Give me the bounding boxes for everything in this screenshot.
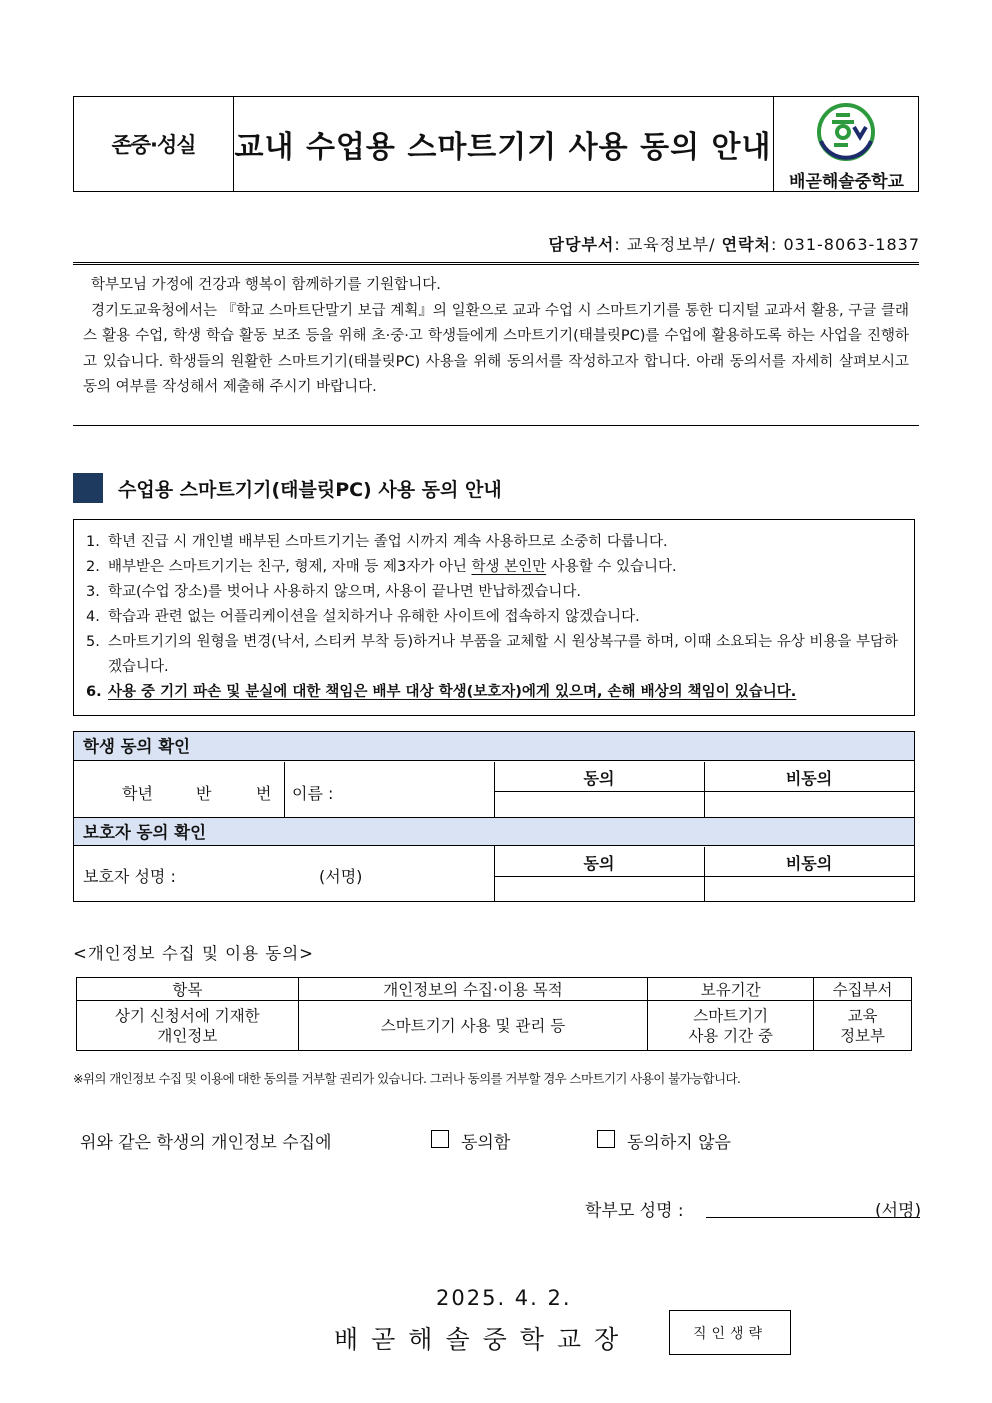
parent-sign-mark: (서명) (875, 1201, 922, 1221)
student-disagree-header: 비동의 (785, 769, 833, 788)
phone-label: 연락처 (721, 235, 771, 254)
privacy-col-period: 보유기간 (648, 978, 814, 1001)
privacy-col-dept: 수집부서 (814, 978, 912, 1001)
phone-value: 031-8063-1837 (783, 235, 920, 254)
guardian-consent-header: 보호자 동의 확인 (74, 817, 914, 846)
section-title: 수업용 스마트기기(태블릿PC) 사용 동의 안내 (118, 479, 502, 501)
disagree-checkbox[interactable] (597, 1130, 615, 1148)
document-title: 교내 수업용 스마트기기 사용 동의 안내 (234, 130, 772, 165)
student-agree-header: 동의 (583, 769, 615, 788)
consent-table (73, 731, 915, 902)
student-consent-header: 학생 동의 확인 (74, 732, 914, 761)
privacy-col-item: 항목 (77, 978, 299, 1001)
rule-item: 5. 스마트기기의 원형을 변경(낙서, 스티커 부착 등)하거나 부품을 교체할 시 원상복구를 하며, 이때 소요되는 유상 비용을 부담하겠습니다. (86, 634, 899, 675)
intro-text (73, 262, 919, 426)
school-logo-cell (773, 97, 919, 191)
guardian-sign-mark: (서명) (319, 867, 363, 886)
privacy-title: <개인정보 수집 및 이용 동의> (73, 944, 314, 963)
class-label: 반 (196, 784, 212, 803)
agree-checkbox-label: 동의함 (461, 1133, 511, 1153)
student-name-label: 이름 : (292, 784, 334, 803)
school-motto: 존중·성실 (74, 97, 234, 191)
intro-body: 경기도교육청에서는 『학교 스마트단말기 보급 계획』의 일환으로 교과 수업 시 스마트기기를 통한 디지털 교과서 활용, 구글 클래스 활용 수업, 학생 학습 활동 보조 등을 위해 초·중·고 학생들에게 스마트기기(태블릿PC)를 수업에 활용하도록 하는 사업을 진행하고 있습니다. 학생들의 원활한 스마트기기(태블릿PC) 사용을 위해 동의서를 작성하고자 합니다. 아래 동의서를 자세히 살펴보시고 동의 여부를 작성해서 제출해 주시기 바랍니다. (83, 302, 909, 395)
rule-item-emphasis: 6. 사용 중 기기 파손 및 분실에 대한 책임은 배부 대상 학생(보호자)에게 있으며, 손해 배상의 책임이 있습니다. (86, 684, 797, 700)
principal-title: 배곧해솔중학교장 (334, 1325, 632, 1354)
table-row: 상기 신청서에 기재한 개인정보 스마트기기 사용 및 관리 등 스마트기기 사용 기간 중 교육 정보부 (77, 1001, 912, 1051)
document-header (73, 96, 919, 192)
privacy-note: ※위의 개인정보 수집 및 이용에 대한 동의를 거부할 권리가 있습니다. 그러나 동의를 거부할 경우 스마트기기 사용이 불가능합니다. (73, 1071, 741, 1086)
parent-sign-label: 학부모 성명 : (585, 1201, 684, 1221)
contact-info: 담당부서: 교육정보부/ 연락처: 031-8063-1837 (548, 235, 920, 254)
school-name-logo-text: 배곧해솔중학교 (789, 172, 904, 192)
rule-item: 3. 학교(수업 장소)를 벗어나 사용하지 않으며, 사용이 끝나면 반납하겠습니다. (86, 584, 582, 600)
disagree-checkbox-label: 동의하지 않음 (627, 1133, 731, 1153)
guardian-disagree-header: 비동의 (785, 854, 833, 873)
agree-checkbox[interactable] (431, 1130, 449, 1148)
student-disagree-input[interactable] (705, 792, 913, 816)
guardian-name-label: 보호자 성명 : (83, 867, 176, 886)
underlined-text: 학생 본인만 (471, 559, 547, 575)
dept-label: 담당부서 (548, 235, 615, 254)
rule-item: 1. 학년 진급 시 개인별 배부된 스마트기기는 졸업 시까지 계속 사용하므로 소중히 다룹니다. (86, 534, 668, 550)
grade-label: 학년 (122, 784, 153, 803)
number-label: 번 (256, 784, 272, 803)
agreement-statement: 위와 같은 학생의 개인정보 수집에 (80, 1133, 332, 1153)
rule-item: 2. 배부받은 스마트기기는 친구, 형제, 자매 등 제3자가 아닌 학생 본인만 사용할 수 있습니다. (86, 559, 677, 575)
guardian-agree-input[interactable] (495, 877, 703, 900)
dept-value: 교육정보부/ (626, 235, 716, 254)
privacy-col-purpose: 개인정보의 수집·이용 목적 (298, 978, 648, 1001)
privacy-table (76, 977, 912, 1051)
guardian-disagree-input[interactable] (705, 877, 913, 900)
section-marker (73, 473, 103, 503)
document-date: 2025. 4. 2. (436, 1286, 572, 1310)
intro-greeting: 학부모님 가정에 건강과 행복이 함께하기를 기원합니다. (91, 277, 441, 293)
rules-box (73, 519, 915, 716)
rule-item: 4. 학습과 관련 없는 어플리케이션을 설치하거나 유해한 사이트에 접속하지 않겠습니다. (86, 609, 640, 625)
student-agree-input[interactable] (495, 792, 703, 816)
school-logo-icon (812, 101, 880, 165)
guardian-agree-header: 동의 (583, 854, 615, 873)
seal-omitted-box: 직인생략 (669, 1310, 791, 1355)
